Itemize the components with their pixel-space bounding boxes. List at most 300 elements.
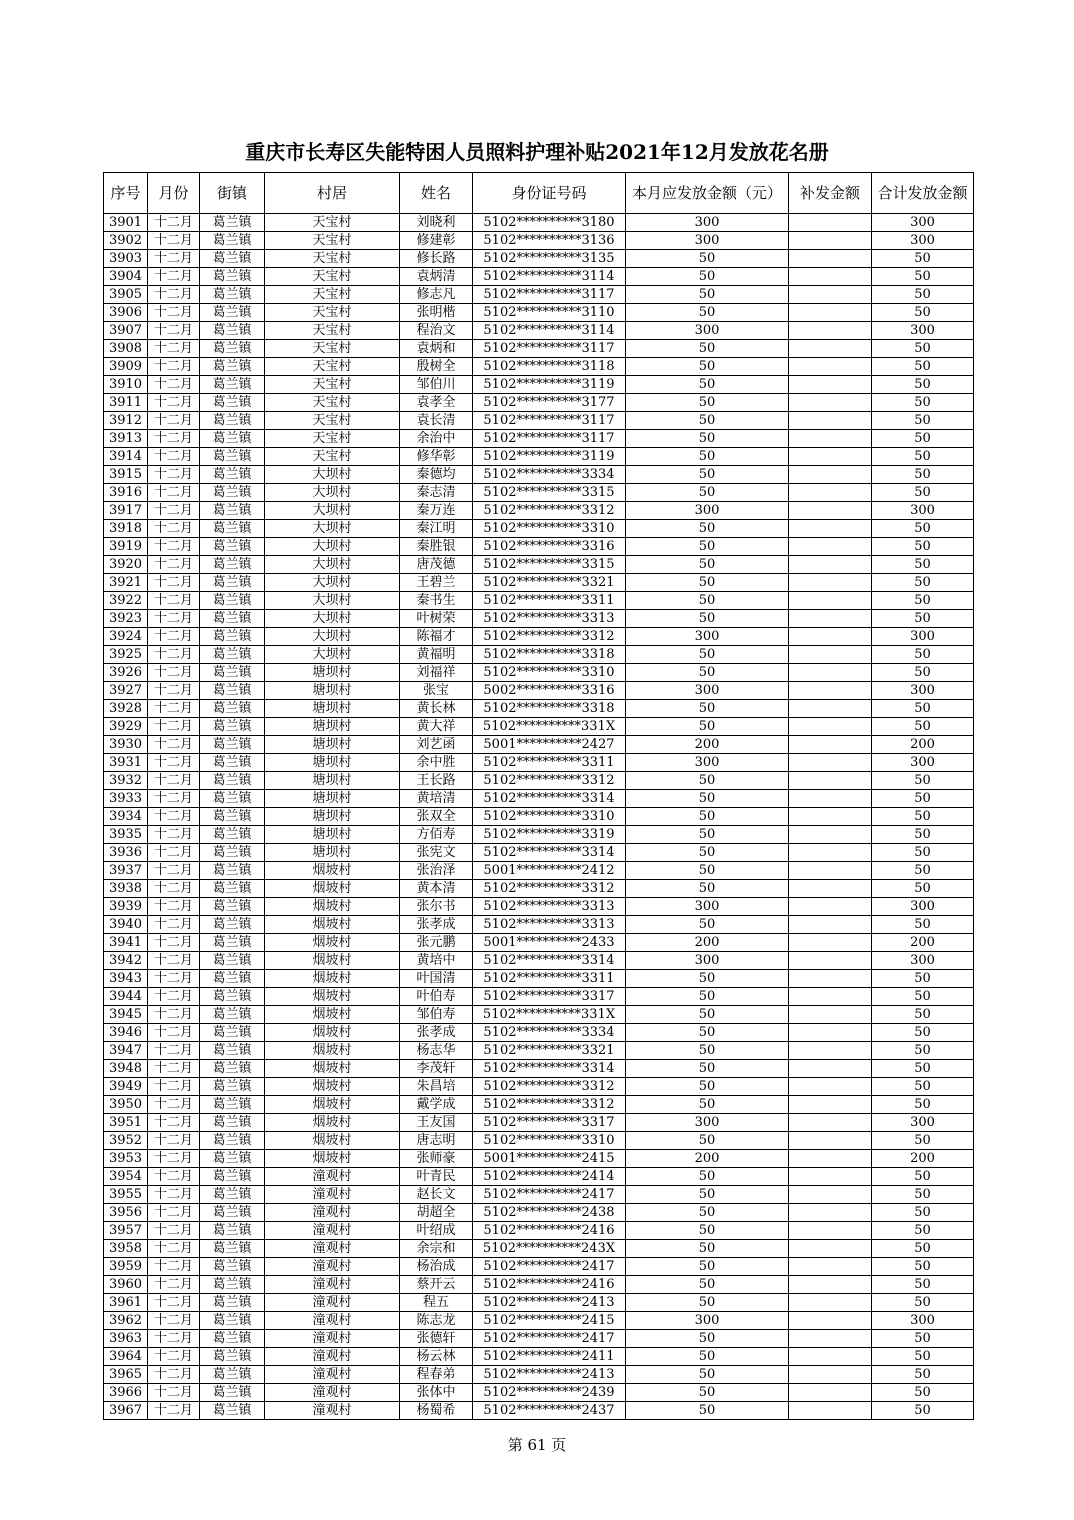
- cell-month: 十二月: [148, 466, 200, 484]
- cell-back-pay: [789, 520, 872, 538]
- cell-total-amount: 50: [872, 430, 974, 448]
- cell-month: 十二月: [148, 700, 200, 718]
- cell-back-pay: [789, 484, 872, 502]
- cell-back-pay: [789, 790, 872, 808]
- table-row: [104, 1042, 974, 1060]
- cell-index: 3924: [104, 628, 148, 646]
- cell-total-amount: 50: [872, 1096, 974, 1114]
- table-row: [104, 250, 974, 268]
- cell-village: 大坝村: [265, 574, 400, 592]
- cell-index: 3948: [104, 1060, 148, 1078]
- cell-back-pay: [789, 1294, 872, 1312]
- cell-index: 3936: [104, 844, 148, 862]
- cell-name: 袁炳清: [400, 268, 473, 286]
- cell-village: 烟坡村: [265, 916, 400, 934]
- cell-village: 天宝村: [265, 214, 400, 232]
- cell-village: 潼观村: [265, 1240, 400, 1258]
- cell-id-number: 5102**********3314: [473, 790, 626, 808]
- cell-total-amount: 300: [872, 682, 974, 700]
- table-row: [104, 1258, 974, 1276]
- cell-month: 十二月: [148, 1078, 200, 1096]
- cell-town: 葛兰镇: [200, 250, 265, 268]
- cell-total-amount: 50: [872, 1186, 974, 1204]
- cell-back-pay: [789, 1204, 872, 1222]
- cell-town: 葛兰镇: [200, 1060, 265, 1078]
- header-index: 序号: [104, 173, 148, 214]
- cell-name: 张德轩: [400, 1330, 473, 1348]
- cell-index: 3921: [104, 574, 148, 592]
- table-row: [104, 556, 974, 574]
- cell-index: 3942: [104, 952, 148, 970]
- table-row: [104, 1060, 974, 1078]
- cell-month: 十二月: [148, 1330, 200, 1348]
- cell-back-pay: [789, 1060, 872, 1078]
- cell-total-amount: 50: [872, 1384, 974, 1402]
- cell-village: 塘坝村: [265, 664, 400, 682]
- table-row: [104, 988, 974, 1006]
- cell-index: 3923: [104, 610, 148, 628]
- header-total-amount: 合计发放金额: [872, 173, 974, 214]
- cell-id-number: 5102**********3311: [473, 754, 626, 772]
- cell-village: 天宝村: [265, 376, 400, 394]
- cell-town: 葛兰镇: [200, 1276, 265, 1294]
- cell-id-number: 5102**********3312: [473, 1078, 626, 1096]
- cell-village: 天宝村: [265, 286, 400, 304]
- cell-name: 叶树荣: [400, 610, 473, 628]
- cell-name: 修志凡: [400, 286, 473, 304]
- cell-total-amount: 50: [872, 1276, 974, 1294]
- cell-town: 葛兰镇: [200, 520, 265, 538]
- cell-back-pay: [789, 412, 872, 430]
- cell-monthly-amount: 50: [626, 1078, 789, 1096]
- cell-town: 葛兰镇: [200, 1312, 265, 1330]
- cell-monthly-amount: 300: [626, 232, 789, 250]
- cell-id-number: 5102**********2417: [473, 1186, 626, 1204]
- cell-month: 十二月: [148, 592, 200, 610]
- table-row: [104, 1024, 974, 1042]
- cell-month: 十二月: [148, 1258, 200, 1276]
- cell-back-pay: [789, 1384, 872, 1402]
- cell-total-amount: 50: [872, 574, 974, 592]
- cell-village: 烟坡村: [265, 988, 400, 1006]
- cell-total-amount: 300: [872, 1114, 974, 1132]
- cell-index: 3920: [104, 556, 148, 574]
- cell-id-number: 5102**********3117: [473, 430, 626, 448]
- cell-index: 3915: [104, 466, 148, 484]
- cell-index: 3934: [104, 808, 148, 826]
- cell-id-number: 5001**********2412: [473, 862, 626, 880]
- cell-id-number: 5102**********3317: [473, 988, 626, 1006]
- cell-village: 天宝村: [265, 268, 400, 286]
- cell-index: 3914: [104, 448, 148, 466]
- table-row: [104, 664, 974, 682]
- cell-name: 余宗和: [400, 1240, 473, 1258]
- cell-town: 葛兰镇: [200, 1078, 265, 1096]
- cell-id-number: 5102**********3317: [473, 1114, 626, 1132]
- cell-index: 3966: [104, 1384, 148, 1402]
- cell-village: 塘坝村: [265, 772, 400, 790]
- cell-month: 十二月: [148, 610, 200, 628]
- cell-town: 葛兰镇: [200, 1114, 265, 1132]
- cell-town: 葛兰镇: [200, 1168, 265, 1186]
- cell-monthly-amount: 50: [626, 538, 789, 556]
- cell-month: 十二月: [148, 1006, 200, 1024]
- cell-village: 烟坡村: [265, 1078, 400, 1096]
- cell-back-pay: [789, 574, 872, 592]
- cell-month: 十二月: [148, 1150, 200, 1168]
- cell-name: 戴学成: [400, 1096, 473, 1114]
- cell-name: 杨云林: [400, 1348, 473, 1366]
- cell-month: 十二月: [148, 844, 200, 862]
- cell-back-pay: [789, 628, 872, 646]
- cell-name: 程五: [400, 1294, 473, 1312]
- cell-month: 十二月: [148, 862, 200, 880]
- table-row: [104, 448, 974, 466]
- cell-village: 大坝村: [265, 628, 400, 646]
- cell-total-amount: 50: [872, 790, 974, 808]
- cell-month: 十二月: [148, 340, 200, 358]
- cell-id-number: 5102**********3312: [473, 880, 626, 898]
- cell-village: 烟坡村: [265, 934, 400, 952]
- cell-total-amount: 300: [872, 952, 974, 970]
- cell-month: 十二月: [148, 1024, 200, 1042]
- cell-monthly-amount: 50: [626, 1222, 789, 1240]
- cell-name: 叶国清: [400, 970, 473, 988]
- cell-town: 葛兰镇: [200, 682, 265, 700]
- cell-town: 葛兰镇: [200, 862, 265, 880]
- cell-town: 葛兰镇: [200, 1024, 265, 1042]
- cell-village: 潼观村: [265, 1186, 400, 1204]
- cell-village: 塘坝村: [265, 790, 400, 808]
- cell-monthly-amount: 200: [626, 934, 789, 952]
- cell-month: 十二月: [148, 826, 200, 844]
- cell-back-pay: [789, 232, 872, 250]
- cell-village: 烟坡村: [265, 1132, 400, 1150]
- cell-village: 烟坡村: [265, 862, 400, 880]
- cell-total-amount: 50: [872, 1204, 974, 1222]
- cell-town: 葛兰镇: [200, 1204, 265, 1222]
- cell-total-amount: 50: [872, 808, 974, 826]
- cell-village: 潼观村: [265, 1222, 400, 1240]
- cell-month: 十二月: [148, 808, 200, 826]
- cell-back-pay: [789, 826, 872, 844]
- cell-index: 3927: [104, 682, 148, 700]
- table-row: [104, 304, 974, 322]
- cell-name: 张明楷: [400, 304, 473, 322]
- cell-id-number: 5102**********2413: [473, 1366, 626, 1384]
- cell-town: 葛兰镇: [200, 826, 265, 844]
- table-row: [104, 1348, 974, 1366]
- cell-village: 大坝村: [265, 466, 400, 484]
- cell-index: 3918: [104, 520, 148, 538]
- table-row: [104, 898, 974, 916]
- cell-name: 王碧兰: [400, 574, 473, 592]
- cell-village: 大坝村: [265, 610, 400, 628]
- cell-back-pay: [789, 1024, 872, 1042]
- cell-village: 潼观村: [265, 1276, 400, 1294]
- cell-monthly-amount: 50: [626, 772, 789, 790]
- cell-back-pay: [789, 1042, 872, 1060]
- cell-id-number: 5102**********3180: [473, 214, 626, 232]
- cell-id-number: 5102**********243X: [473, 1240, 626, 1258]
- cell-village: 塘坝村: [265, 826, 400, 844]
- cell-town: 葛兰镇: [200, 232, 265, 250]
- cell-town: 葛兰镇: [200, 1132, 265, 1150]
- cell-total-amount: 50: [872, 268, 974, 286]
- cell-total-amount: 50: [872, 1294, 974, 1312]
- cell-village: 潼观村: [265, 1402, 400, 1420]
- cell-village: 烟坡村: [265, 970, 400, 988]
- cell-index: 3949: [104, 1078, 148, 1096]
- cell-month: 十二月: [148, 412, 200, 430]
- table-row: [104, 952, 974, 970]
- table-row: [104, 700, 974, 718]
- table-row: [104, 1240, 974, 1258]
- cell-village: 烟坡村: [265, 880, 400, 898]
- cell-month: 十二月: [148, 1312, 200, 1330]
- cell-town: 葛兰镇: [200, 1006, 265, 1024]
- cell-back-pay: [789, 862, 872, 880]
- cell-month: 十二月: [148, 304, 200, 322]
- cell-month: 十二月: [148, 574, 200, 592]
- cell-town: 葛兰镇: [200, 358, 265, 376]
- cell-monthly-amount: 50: [626, 664, 789, 682]
- cell-month: 十二月: [148, 448, 200, 466]
- table-row: [104, 1006, 974, 1024]
- cell-monthly-amount: 300: [626, 1312, 789, 1330]
- cell-monthly-amount: 50: [626, 700, 789, 718]
- cell-town: 葛兰镇: [200, 466, 265, 484]
- cell-back-pay: [789, 700, 872, 718]
- cell-name: 王友国: [400, 1114, 473, 1132]
- cell-total-amount: 50: [872, 592, 974, 610]
- table-row: [104, 1132, 974, 1150]
- cell-back-pay: [789, 1240, 872, 1258]
- cell-village: 潼观村: [265, 1204, 400, 1222]
- cell-index: 3947: [104, 1042, 148, 1060]
- cell-month: 十二月: [148, 916, 200, 934]
- cell-id-number: 5102**********3119: [473, 376, 626, 394]
- table-row: [104, 466, 974, 484]
- cell-index: 3952: [104, 1132, 148, 1150]
- cell-back-pay: [789, 1330, 872, 1348]
- cell-index: 3912: [104, 412, 148, 430]
- cell-back-pay: [789, 736, 872, 754]
- cell-back-pay: [789, 1096, 872, 1114]
- cell-back-pay: [789, 1114, 872, 1132]
- cell-id-number: 5102**********3136: [473, 232, 626, 250]
- cell-town: 葛兰镇: [200, 1258, 265, 1276]
- cell-back-pay: [789, 556, 872, 574]
- table-row: [104, 286, 974, 304]
- cell-total-amount: 50: [872, 538, 974, 556]
- cell-index: 3943: [104, 970, 148, 988]
- cell-village: 天宝村: [265, 412, 400, 430]
- cell-name: 刘福祥: [400, 664, 473, 682]
- cell-name: 邹伯川: [400, 376, 473, 394]
- cell-name: 黄本清: [400, 880, 473, 898]
- table-body: [104, 214, 974, 1420]
- cell-id-number: 5102**********2413: [473, 1294, 626, 1312]
- cell-monthly-amount: 50: [626, 304, 789, 322]
- cell-total-amount: 300: [872, 1312, 974, 1330]
- cell-month: 十二月: [148, 484, 200, 502]
- table-row: [104, 754, 974, 772]
- cell-id-number: 5102**********2415: [473, 1312, 626, 1330]
- page-title: 重庆市长寿区失能特困人员照料护理补贴2021年12月发放花名册: [245, 140, 829, 164]
- cell-total-amount: 50: [872, 1132, 974, 1150]
- cell-back-pay: [789, 808, 872, 826]
- cell-name: 秦志清: [400, 484, 473, 502]
- cell-total-amount: 50: [872, 286, 974, 304]
- cell-month: 十二月: [148, 286, 200, 304]
- cell-month: 十二月: [148, 1402, 200, 1420]
- cell-index: 3911: [104, 394, 148, 412]
- table-row: [104, 646, 974, 664]
- table-row: [104, 1384, 974, 1402]
- cell-village: 烟坡村: [265, 1060, 400, 1078]
- cell-total-amount: 50: [872, 1348, 974, 1366]
- cell-name: 赵长文: [400, 1186, 473, 1204]
- cell-back-pay: [789, 1366, 872, 1384]
- cell-index: 3907: [104, 322, 148, 340]
- cell-monthly-amount: 50: [626, 556, 789, 574]
- cell-monthly-amount: 300: [626, 214, 789, 232]
- cell-back-pay: [789, 844, 872, 862]
- header-back-pay: 补发金额: [789, 173, 872, 214]
- cell-village: 塘坝村: [265, 736, 400, 754]
- cell-town: 葛兰镇: [200, 628, 265, 646]
- cell-town: 葛兰镇: [200, 376, 265, 394]
- cell-monthly-amount: 50: [626, 1096, 789, 1114]
- cell-name: 胡超全: [400, 1204, 473, 1222]
- cell-village: 天宝村: [265, 394, 400, 412]
- cell-month: 十二月: [148, 628, 200, 646]
- cell-name: 黄大祥: [400, 718, 473, 736]
- cell-back-pay: [789, 970, 872, 988]
- cell-index: 3916: [104, 484, 148, 502]
- cell-monthly-amount: 50: [626, 1240, 789, 1258]
- cell-monthly-amount: 50: [626, 1186, 789, 1204]
- cell-back-pay: [789, 466, 872, 484]
- cell-total-amount: 300: [872, 628, 974, 646]
- cell-monthly-amount: 300: [626, 952, 789, 970]
- table-row: [104, 736, 974, 754]
- cell-town: 葛兰镇: [200, 1384, 265, 1402]
- cell-back-pay: [789, 988, 872, 1006]
- cell-name: 张孝成: [400, 916, 473, 934]
- cell-total-amount: 50: [872, 250, 974, 268]
- cell-id-number: 5102**********3312: [473, 628, 626, 646]
- cell-month: 十二月: [148, 502, 200, 520]
- cell-id-number: 5102**********2416: [473, 1222, 626, 1240]
- cell-name: 黄长林: [400, 700, 473, 718]
- cell-month: 十二月: [148, 376, 200, 394]
- cell-town: 葛兰镇: [200, 772, 265, 790]
- roster-table: [103, 172, 974, 1420]
- cell-total-amount: 300: [872, 754, 974, 772]
- cell-name: 黄福明: [400, 646, 473, 664]
- cell-total-amount: 50: [872, 1060, 974, 1078]
- cell-back-pay: [789, 214, 872, 232]
- cell-name: 袁长清: [400, 412, 473, 430]
- cell-id-number: 5102**********3114: [473, 322, 626, 340]
- cell-total-amount: 50: [872, 394, 974, 412]
- table-row: [104, 484, 974, 502]
- table-row: [104, 1186, 974, 1204]
- cell-town: 葛兰镇: [200, 556, 265, 574]
- cell-name: 叶青民: [400, 1168, 473, 1186]
- cell-month: 十二月: [148, 1042, 200, 1060]
- cell-total-amount: 300: [872, 322, 974, 340]
- cell-total-amount: 50: [872, 1330, 974, 1348]
- cell-month: 十二月: [148, 646, 200, 664]
- cell-monthly-amount: 50: [626, 1402, 789, 1420]
- cell-month: 十二月: [148, 520, 200, 538]
- cell-month: 十二月: [148, 538, 200, 556]
- cell-total-amount: 50: [872, 1168, 974, 1186]
- cell-monthly-amount: 50: [626, 916, 789, 934]
- cell-town: 葛兰镇: [200, 322, 265, 340]
- cell-index: 3951: [104, 1114, 148, 1132]
- cell-town: 葛兰镇: [200, 880, 265, 898]
- cell-back-pay: [789, 592, 872, 610]
- cell-total-amount: 50: [872, 646, 974, 664]
- cell-village: 塘坝村: [265, 844, 400, 862]
- cell-id-number: 5102**********2414: [473, 1168, 626, 1186]
- cell-monthly-amount: 50: [626, 358, 789, 376]
- table-row: [104, 1078, 974, 1096]
- header-name: 姓名: [400, 173, 473, 214]
- cell-village: 大坝村: [265, 502, 400, 520]
- cell-total-amount: 50: [872, 664, 974, 682]
- cell-name: 叶伯寿: [400, 988, 473, 1006]
- cell-id-number: 5102**********3110: [473, 304, 626, 322]
- cell-monthly-amount: 50: [626, 574, 789, 592]
- cell-month: 十二月: [148, 1168, 200, 1186]
- cell-monthly-amount: 50: [626, 376, 789, 394]
- table-row: [104, 934, 974, 952]
- cell-index: 3904: [104, 268, 148, 286]
- cell-back-pay: [789, 1186, 872, 1204]
- cell-village: 塘坝村: [265, 808, 400, 826]
- cell-index: 3931: [104, 754, 148, 772]
- cell-name: 修建彰: [400, 232, 473, 250]
- cell-index: 3937: [104, 862, 148, 880]
- cell-index: 3959: [104, 1258, 148, 1276]
- cell-name: 张双全: [400, 808, 473, 826]
- cell-id-number: 5102**********3314: [473, 1060, 626, 1078]
- table-row: [104, 1366, 974, 1384]
- cell-town: 葛兰镇: [200, 484, 265, 502]
- table-row: [104, 826, 974, 844]
- cell-back-pay: [789, 304, 872, 322]
- cell-id-number: 5102**********3114: [473, 268, 626, 286]
- cell-name: 朱昌培: [400, 1078, 473, 1096]
- cell-id-number: 5102**********3119: [473, 448, 626, 466]
- table-row: [104, 1096, 974, 1114]
- cell-month: 十二月: [148, 970, 200, 988]
- cell-index: 3941: [104, 934, 148, 952]
- cell-index: 3917: [104, 502, 148, 520]
- cell-monthly-amount: 50: [626, 1132, 789, 1150]
- cell-total-amount: 50: [872, 1258, 974, 1276]
- table-row: [104, 1168, 974, 1186]
- cell-town: 葛兰镇: [200, 286, 265, 304]
- cell-month: 十二月: [148, 1366, 200, 1384]
- cell-town: 葛兰镇: [200, 340, 265, 358]
- cell-total-amount: 50: [872, 880, 974, 898]
